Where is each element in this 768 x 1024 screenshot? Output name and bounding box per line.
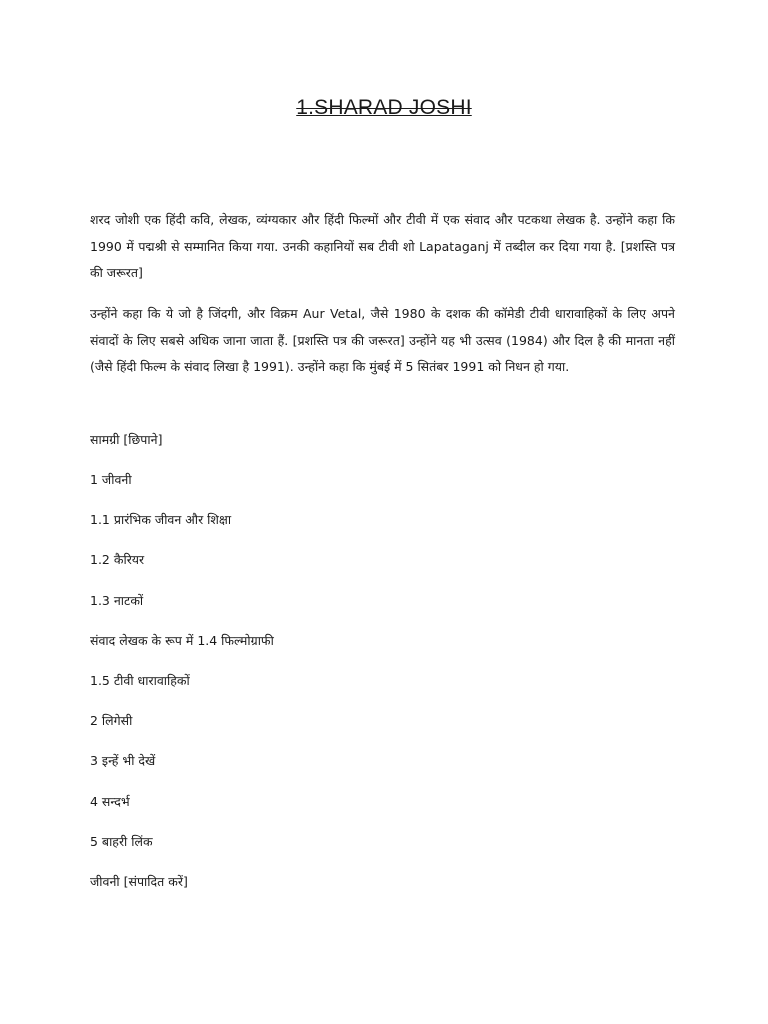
contents-item: संवाद लेखक के रूप में 1.4 फिल्मोग्राफी: [90, 633, 274, 648]
section-heading-biography: जीवनी [संपादित करें]: [90, 874, 188, 889]
contents-item: 1.2 कैरियर: [90, 552, 145, 567]
paragraph-career: उन्होंने कहा कि ये जो है जिंदगी, और विक्रम Aur Vetal, जैसे 1980 के दशक की कॉमेडी टीवी धारावाहिकों के लिए अपने संवादों के लिए सबसे अधिक जाना जाता हैं. [प्रशस्ति पत्र की जरूरत] उन्होंने यह भी उत्सव (1984) और दिल है की मानता नहीं (जैसे हिंदी फिल्म के संवाद लिखा है 1991). उन्होंने कहा कि मुंबई में 5 सितंबर 1991 को निधन हो गया.: [90, 306, 675, 374]
contents-item: 3 इन्हें भी देखें: [90, 753, 156, 768]
contents-heading: सामग्री [छिपाने]: [90, 432, 163, 447]
contents-item: 5 बाहरी लिंक: [90, 834, 153, 849]
contents-item: 1.5 टीवी धारावाहिकों: [90, 673, 190, 688]
contents-item: 4 सन्दर्भ: [90, 794, 130, 809]
contents-item: 1 जीवनी: [90, 472, 132, 487]
page-title: 1.SHARAD JOSHI: [296, 96, 472, 119]
contents-item: 1.3 नाटकों: [90, 593, 144, 608]
contents-item: 2 लिगेसी: [90, 713, 133, 728]
contents-item: 1.1 प्रारंभिक जीवन और शिक्षा: [90, 512, 232, 527]
paragraph-intro: शरद जोशी एक हिंदी कवि, लेखक, व्यंग्यकार और हिंदी फिल्मों और टीवी में एक संवाद और पटकथा लेखक है. उन्होंने कहा कि 1990 में पद्मश्री से सम्मानित किया गया. उनकी कहानियों सब टीवी शो Lapataganj में तब्दील कर दिया गया है. [प्रशस्ति पत्र की जरूरत]: [90, 212, 675, 280]
